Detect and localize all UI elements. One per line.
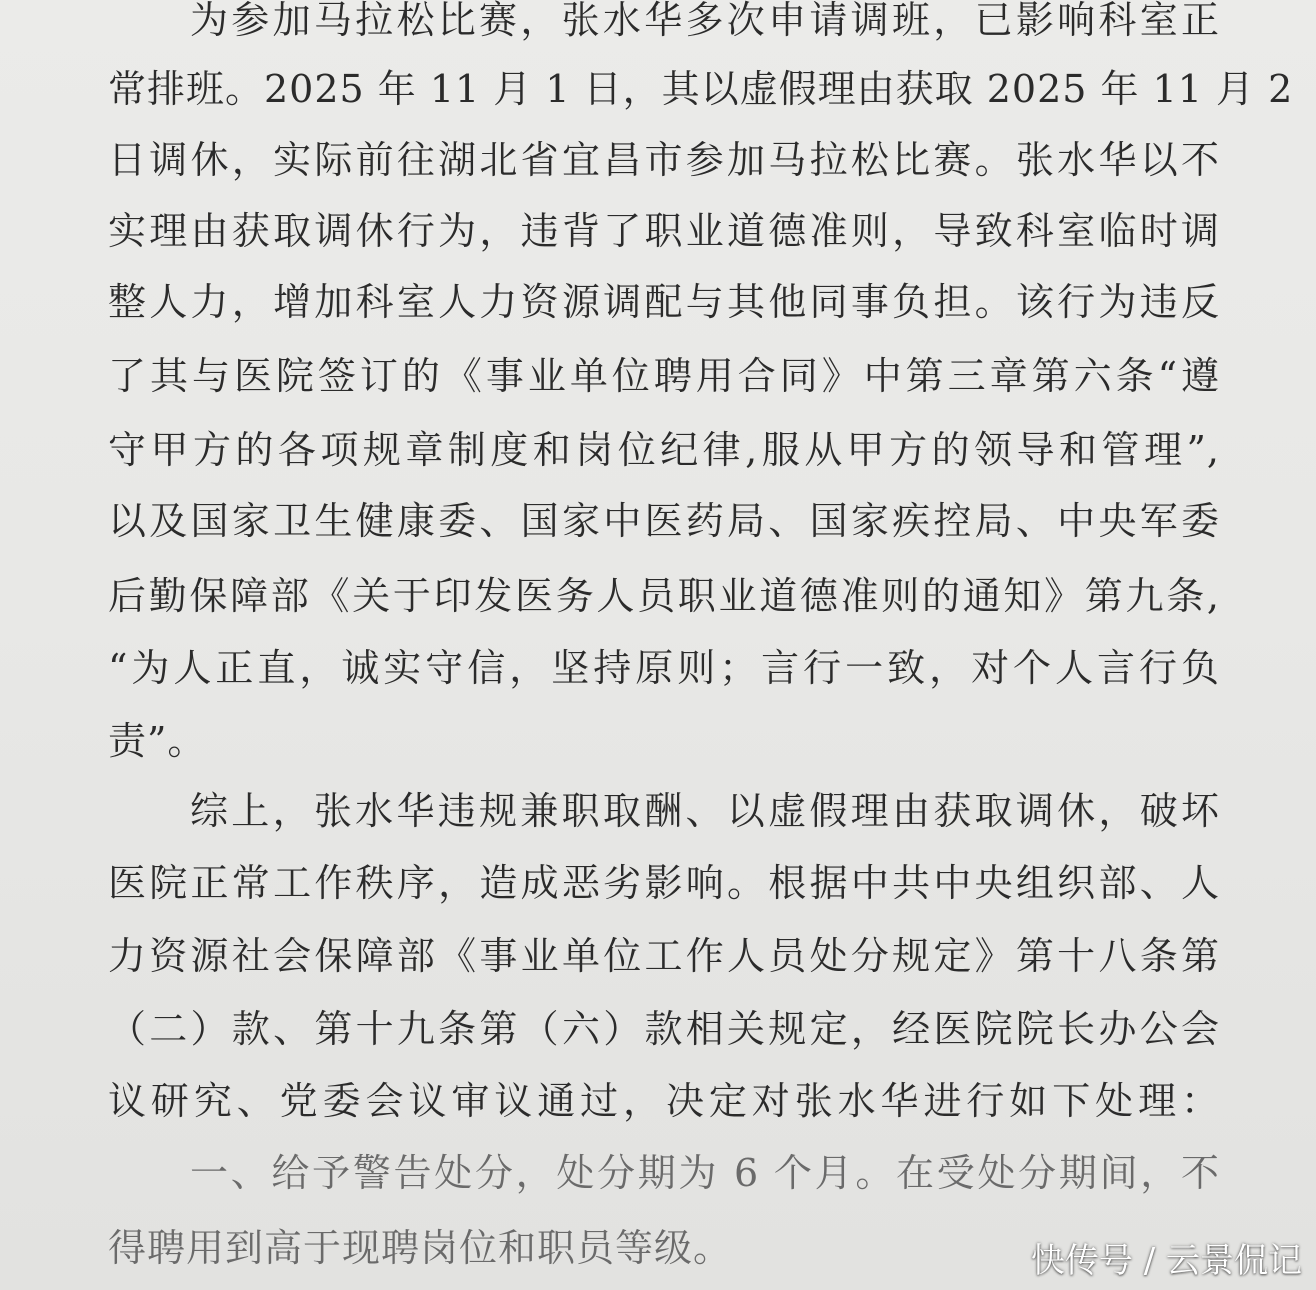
paragraph-2-line-1: 综上，张水华违规兼职取酬、以虚假理由获取调休，破坏: [190, 789, 1220, 833]
paragraph-3-line-1: 一、给予警告处分，处分期为 6 个月。在受处分期间，不: [190, 1151, 1220, 1195]
paragraph-1-line-8: 以及国家卫生健康委、国家中医药局、国家疾控局、中央军委: [108, 499, 1220, 543]
paragraph-2-line-5: 议研究、党委会议审议通过，决定对张水华进行如下处理：: [108, 1079, 1220, 1123]
paragraph-1-line-2: 常排班。2025 年 11 月 1 日，其以虚假理由获取 2025 年 11 月 2: [108, 67, 1294, 111]
paragraph-2-line-2: 医院正常工作秩序，造成恶劣影响。根据中共中央组织部、人: [108, 861, 1220, 905]
paragraph-2-line-3: 力资源社会保障部《事业单位工作人员处分规定》第十八条第: [108, 934, 1220, 978]
paragraph-1-line-7: 守甲方的各项规章制度和岗位纪律,服从甲方的领导和管理”,: [108, 428, 1220, 472]
paragraph-2-line-4: （二）款、第十九条第（六）款相关规定，经医院院长办公会: [108, 1007, 1220, 1051]
paragraph-1-line-5: 整人力，增加科室人力资源调配与其他同事负担。该行为违反: [108, 280, 1220, 324]
paragraph-3-line-2: 得聘用到高于现聘岗位和职员等级。: [108, 1226, 733, 1270]
paragraph-1-line-10: “为人正直，诚实守信，坚持原则；言行一致，对个人言行负: [108, 646, 1220, 690]
paragraph-1-line-11: 责”。: [108, 719, 207, 763]
paragraph-1-line-9: 后勤保障部《关于印发医务人员职业道德准则的通知》第九条,: [108, 574, 1220, 618]
paragraph-1-line-1: 为参加马拉松比赛，张水华多次申请调班，已影响科室正: [190, 0, 1220, 42]
watermark-text: 快传号 / 云景侃记: [1030, 1241, 1302, 1281]
paragraph-1-line-6: 了其与医院签订的《事业单位聘用合同》中第三章第六条“遵: [108, 354, 1220, 398]
paragraph-1-line-4: 实理由获取调休行为，违背了职业道德准则，导致科室临时调: [108, 209, 1220, 253]
paragraph-1-line-3: 日调休，实际前往湖北省宜昌市参加马拉松比赛。张水华以不: [108, 138, 1220, 182]
